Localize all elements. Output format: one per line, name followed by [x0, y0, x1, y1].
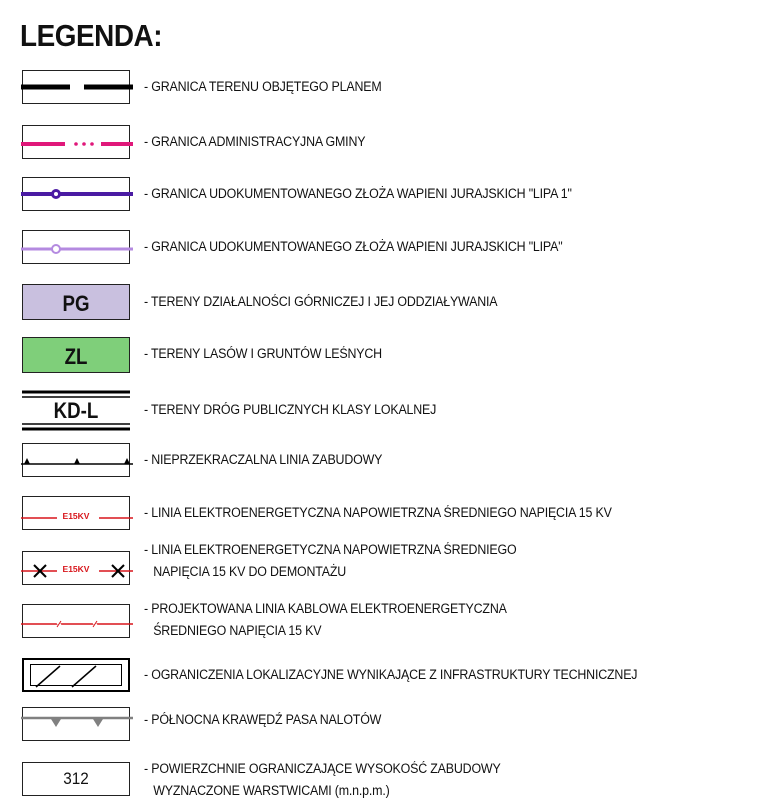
local-road-code: KD-L	[53, 398, 99, 423]
plan-boundary-label: - GRANICA TERENU OBJĘTEGO PLANEM	[144, 79, 382, 94]
forest-area-label: - TERENY LASÓW I GRUNTÓW LEŚNYCH	[144, 346, 382, 361]
height-limit-symbol	[22, 762, 130, 796]
deposit-lipa1-label: - GRANICA UDOKUMENTOWANEGO ZŁOŻA WAPIENI JURAJSKICH "LIPA 1"	[144, 186, 572, 201]
height-limit-label	[144, 758, 501, 802]
dashed-black-line-icon	[21, 70, 133, 104]
legend-title: LEGENDA:	[20, 18, 163, 53]
local-road-label: - TERENY DRÓG PUBLICZNYCH KLASY LOKALNEJ	[144, 402, 437, 417]
plan-boundary-symbol	[22, 70, 130, 104]
power-line-dismantle-code: E15KV	[62, 564, 90, 574]
power-line-label: - LINIA ELEKTROENERGETYCZNA NAPOWIETRZNA ŚREDNIEGO NAPIĘCIA 15 KV	[144, 505, 612, 520]
power-line-dismantle-label-line2: NAPIĘCIA 15 KV DO DEMONTAŻU	[153, 564, 347, 579]
magenta-dash-dot-line-icon	[21, 125, 133, 159]
cable-line-label-line1: - PROJEKTOWANA LINIA KABLOWA ELEKTROENERGETYCZNA	[144, 601, 507, 616]
flight-strip-label: - PÓŁNOCNA KRAWĘDŹ PASA NALOTÓW	[144, 712, 382, 727]
cable-line-symbol	[22, 604, 130, 638]
cable-line-label-line2: ŚREDNIEGO NAPIĘCIA 15 KV	[153, 623, 322, 638]
deposit-lipa-label: - GRANICA UDOKUMENTOWANEGO ZŁOŻA WAPIENI JURAJSKICH "LIPA"	[144, 239, 563, 254]
power-line-dismantle-label	[144, 539, 516, 583]
deposit-lipa1-symbol	[22, 177, 130, 211]
admin-boundary-label: - GRANICA ADMINISTRACYJNA GMINY	[144, 134, 366, 149]
red-cable-line-icon	[21, 604, 133, 638]
infrastructure-symbol	[22, 658, 130, 692]
power-line-dismantle-symbol	[22, 551, 130, 585]
local-road-symbol	[22, 390, 130, 430]
mining-area-label: - TERENY DZIAŁALNOŚCI GÓRNICZEJ I JEJ ODDZIAŁYWANIA	[144, 294, 498, 309]
height-limit-label-line1: - POWIERZCHNIE OGRANICZAJĄCE WYSOKOŚĆ ZABUDOWY	[144, 761, 501, 776]
power-line-code: E15KV	[62, 511, 90, 521]
building-line-label: - NIEPRZEKRACZALNA LINIA ZABUDOWY	[144, 452, 383, 467]
admin-boundary-symbol	[22, 125, 130, 159]
infrastructure-label: - OGRANICZENIA LOKALIZACYJNE WYNIKAJĄCE Z INFRASTRUKTURY TECHNICZNEJ	[144, 667, 638, 682]
light-purple-line-circle-icon	[21, 230, 133, 264]
forest-area-symbol	[22, 337, 130, 373]
power-line-dismantle-label-line1: - LINIA ELEKTROENERGETYCZNA NAPOWIETRZNA ŚREDNIEGO	[144, 542, 517, 557]
height-limit-label-line2: WYZNACZONE WARSTWICAMI (m.n.p.m.)	[153, 783, 390, 798]
deposit-lipa-symbol	[22, 230, 130, 264]
flight-strip-symbol	[22, 707, 130, 741]
power-line-symbol	[22, 496, 130, 530]
mining-area-symbol	[22, 284, 130, 320]
gray-triangle-line-icon	[21, 707, 133, 741]
dark-purple-line-circle-icon	[21, 177, 133, 211]
height-limit-code: 312	[63, 769, 89, 788]
building-line-icon	[21, 443, 133, 477]
forest-area-code: ZL	[64, 344, 88, 369]
hatched-box-icon	[22, 659, 134, 693]
building-line-symbol	[22, 443, 130, 477]
cable-line-label	[144, 598, 507, 642]
mining-area-code: PG	[62, 291, 90, 316]
